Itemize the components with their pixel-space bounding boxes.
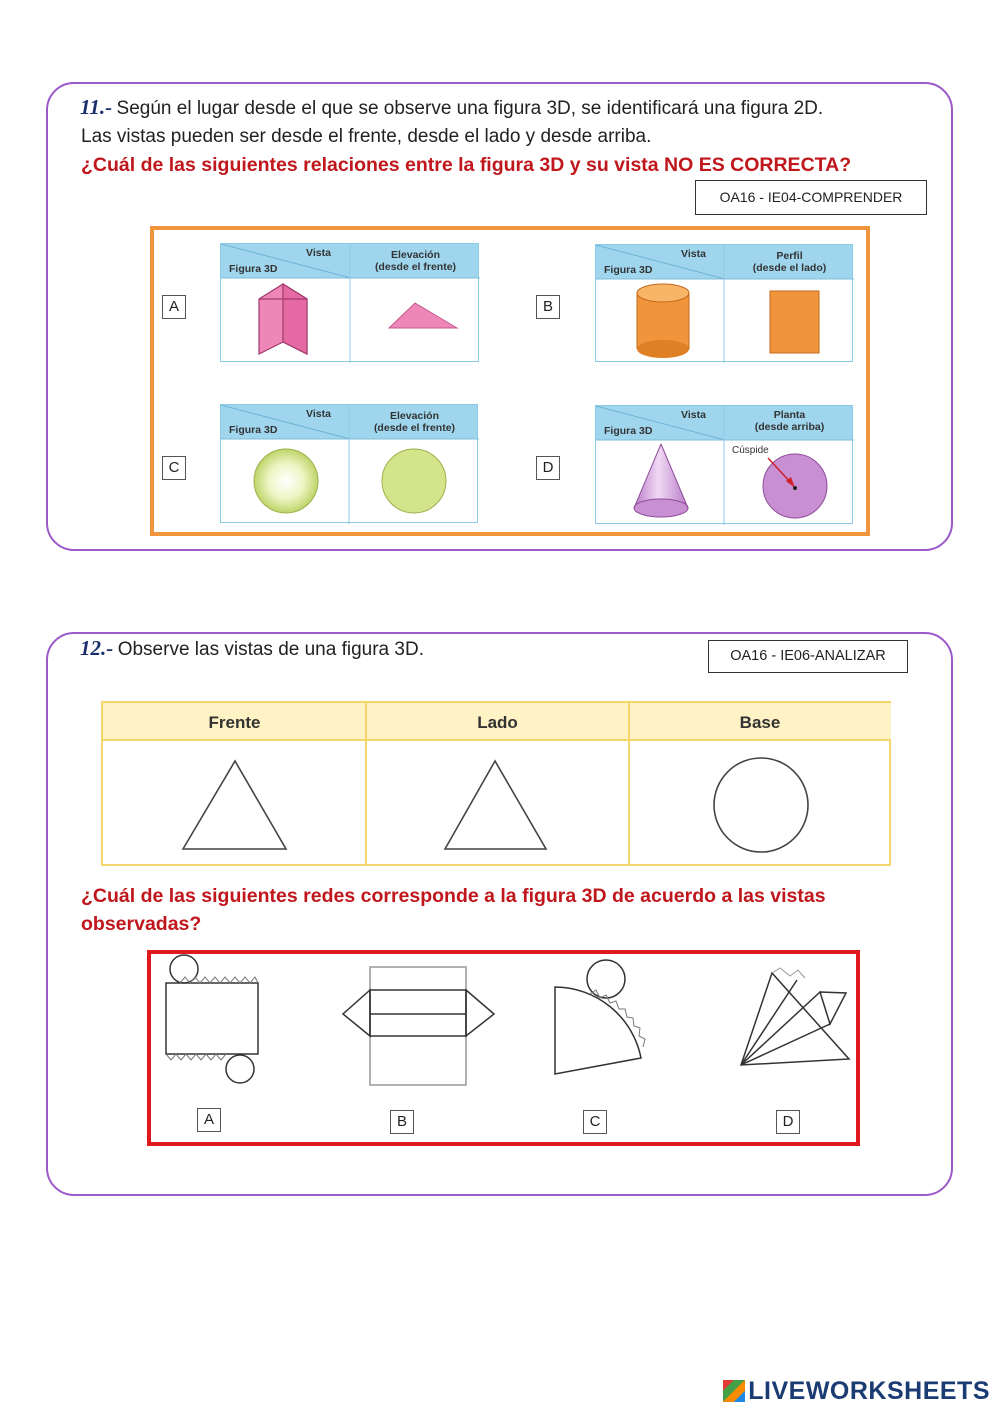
q11-a-figura: Figura 3D <box>229 263 278 275</box>
view-header-frente: Frente <box>103 703 366 741</box>
net-a-cylinder-icon <box>166 955 258 1083</box>
q12-net-c-letter[interactable]: C <box>583 1110 607 1134</box>
q11-option-d-table[interactable] <box>595 405 853 524</box>
q12-question-line1: ¿Cuál de las siguientes redes corresponde a la figura 3D de acuerdo a las vistas <box>81 885 826 907</box>
q11-c-figura: Figura 3D <box>229 424 278 436</box>
triangle-view-icon <box>389 303 457 328</box>
q12-net-a-letter[interactable]: A <box>197 1108 221 1132</box>
q11-line1 <box>80 95 823 120</box>
q12-code-label: OA16 - IE06-ANALIZAR <box>708 640 908 673</box>
q11-c-view-title: Elevación (desde el frente) <box>373 410 456 434</box>
net-d-pyramid-icon <box>741 968 849 1065</box>
sphere-icon <box>254 449 318 513</box>
q11-code-label: OA16 - IE04-COMPRENDER <box>695 180 927 215</box>
logo-mark-icon <box>723 1380 745 1402</box>
view-header-base: Base <box>629 703 891 741</box>
q11-option-c-letter[interactable]: C <box>162 456 186 480</box>
view-header-lado: Lado <box>366 703 629 741</box>
q11-b-vista: Vista <box>681 248 706 260</box>
circle-view-icon <box>382 449 446 513</box>
q11-number: 11.- <box>80 95 113 119</box>
cylinder-icon <box>637 284 689 358</box>
views-table <box>101 701 891 866</box>
q12-line1 <box>80 636 424 661</box>
cuspide-label: Cúspide <box>732 445 769 456</box>
q11-a-view-title: Elevación (desde el frente) <box>374 249 457 273</box>
cone-icon <box>634 444 688 517</box>
q11-d-view-title: Planta (desde arriba) <box>754 409 825 433</box>
net-c-cone-icon <box>555 960 645 1074</box>
q11-line2: Las vistas pueden ser desde el frente, desde el lado y desde arriba. <box>81 126 652 147</box>
q11-option-a-letter[interactable]: A <box>162 295 186 319</box>
q12-net-d-letter[interactable]: D <box>776 1110 800 1134</box>
q11-option-b-letter[interactable]: B <box>536 295 560 319</box>
net-b-prism-icon <box>343 967 494 1085</box>
nets-drawing <box>0 948 1000 1148</box>
q11-b-view-title: Perfil (desde el lado) <box>752 250 827 274</box>
q11-b-figura: Figura 3D <box>604 264 653 276</box>
q11-d-vista: Vista <box>681 409 706 421</box>
q11-c-vista: Vista <box>306 408 331 420</box>
q11-option-d-letter[interactable]: D <box>536 456 560 480</box>
q11-option-a-table[interactable] <box>220 243 479 362</box>
liveworksheets-logo: LIVEWORKSHEETS <box>723 1377 990 1406</box>
front-view-triangle-icon <box>183 761 286 849</box>
q11-option-b-table[interactable] <box>595 244 853 362</box>
q11-question: ¿Cuál de las siguientes relaciones entre la figura 3D y su vista NO ES CORRECTA? <box>81 154 852 176</box>
q11-a-vista: Vista <box>306 247 331 259</box>
q12-number: 12.- <box>80 636 114 660</box>
q12-question-line2: observadas? <box>81 913 202 935</box>
q12-net-b-letter[interactable]: B <box>390 1110 414 1134</box>
q11-intro-text: Según el lugar desde el que se observe una figura 3D, se identificará una figura 2D. <box>116 98 824 119</box>
q11-option-c-table[interactable] <box>220 404 478 523</box>
q11-d-figura: Figura 3D <box>604 425 653 437</box>
rectangle-view-icon <box>770 291 819 353</box>
base-view-circle-icon <box>714 758 808 852</box>
q12-intro-text: Observe las vistas de una figura 3D. <box>117 639 424 660</box>
side-view-triangle-icon <box>445 761 546 849</box>
triangular-prism-icon <box>259 284 307 354</box>
